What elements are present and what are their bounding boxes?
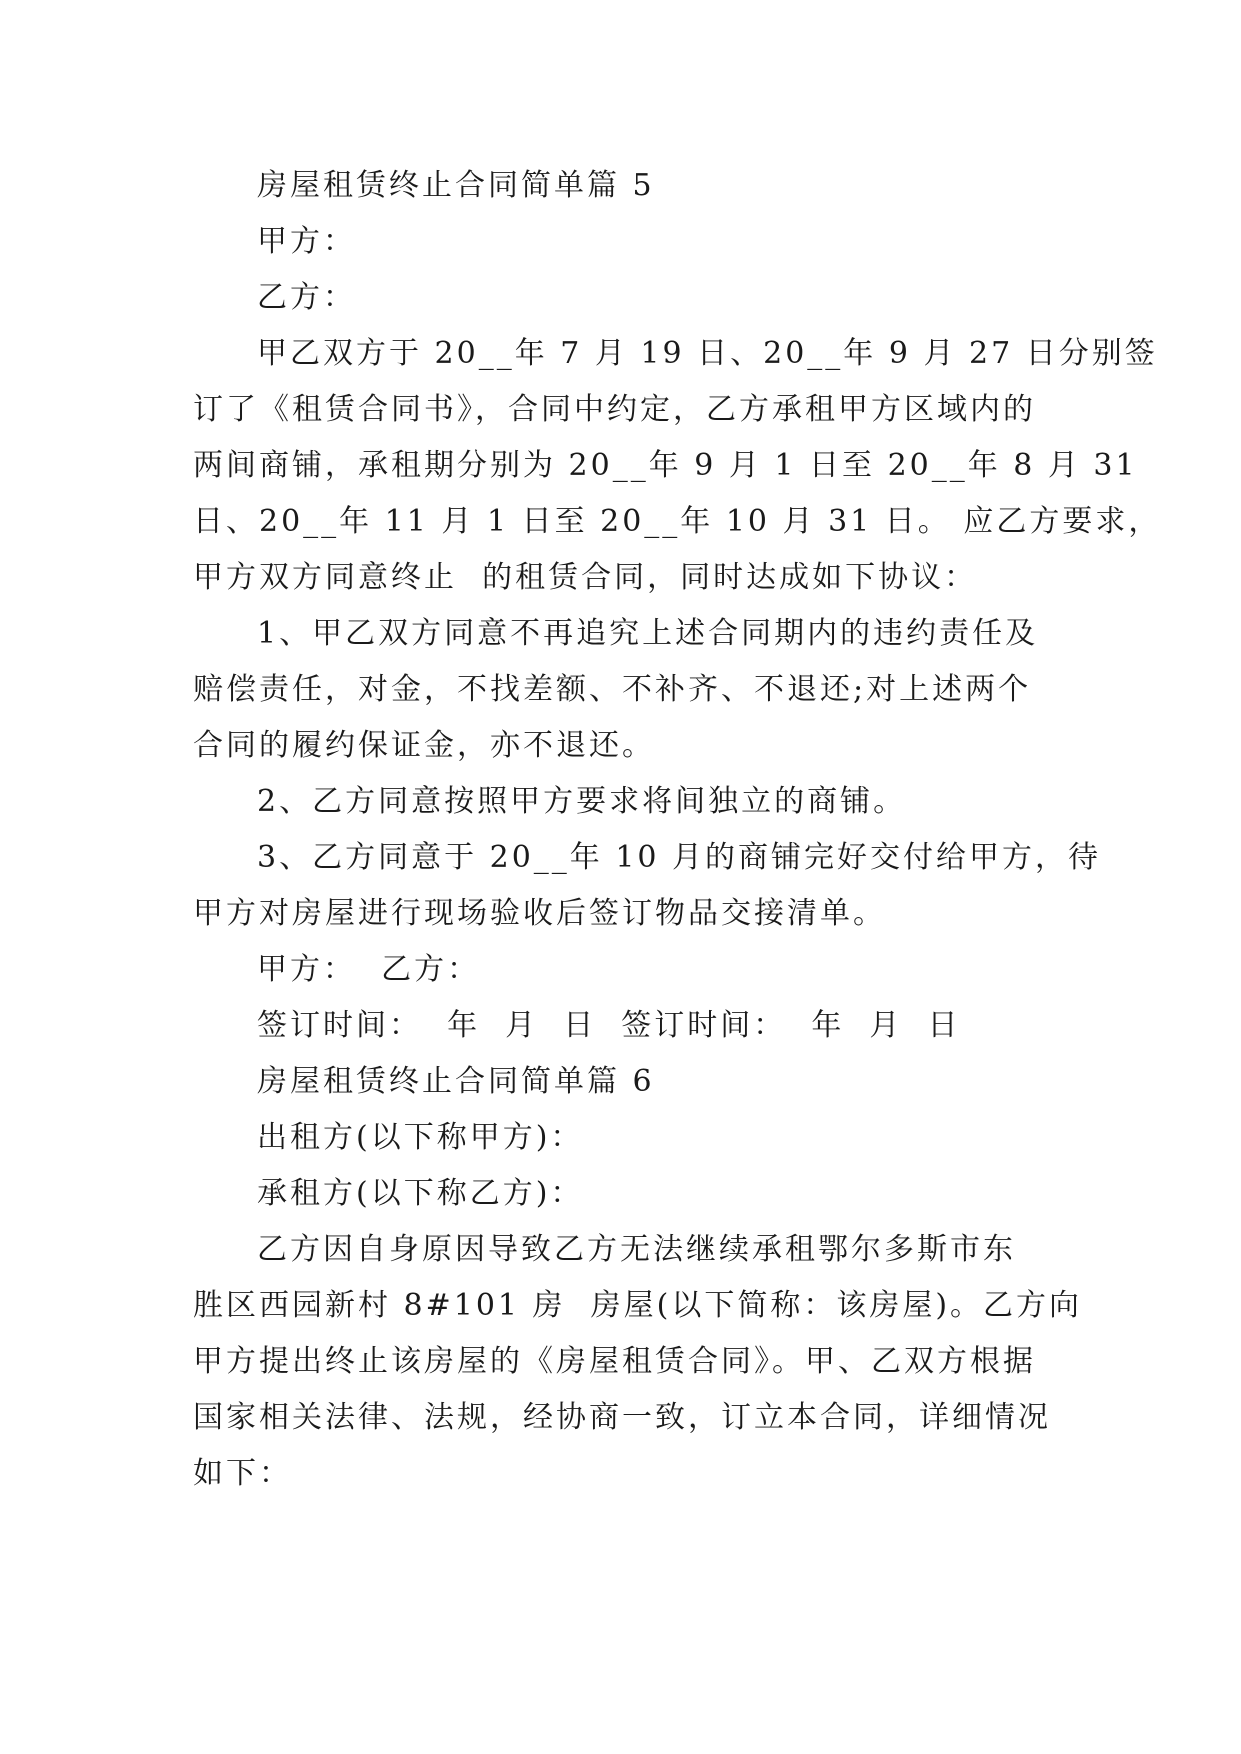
paragraph-line: 日、20__年 11 月 1 日至 20__年 10 月 31 日。 应乙方要求， [193, 504, 1162, 539]
clause-2-line: 2、乙方同意按照甲方要求将间独立的商铺。 [257, 784, 907, 819]
paragraph-line: 两间商铺，承租期分别为 20__年 9 月 1 日至 20__年 8 月 31 [193, 448, 1138, 483]
clause-3-line: 甲方对房屋进行现场验收后签订物品交接清单。 [193, 896, 886, 931]
party-b-label: 乙方： [257, 280, 356, 315]
lessor-label: 出租方(以下称甲方)： [257, 1120, 584, 1155]
paragraph-line: 国家相关法律、法规，经协商一致，订立本合同，详细情况 [193, 1400, 1051, 1435]
paragraph-line: 甲方提出终止该房屋的《房屋租赁合同》。甲、乙双方根据 [193, 1344, 1036, 1379]
paragraph-line: 甲方双方同意终止 的租赁合同，同时达成如下协议： [193, 560, 978, 595]
section-title-6: 房屋租赁终止合同简单篇 6 [257, 1064, 655, 1099]
party-a-label: 甲方： [257, 224, 356, 259]
clause-1-line: 1、甲乙双方同意不再追究上述合同期内的违约责任及 [257, 616, 1039, 651]
signature-parties: 甲方： 乙方： [257, 952, 481, 987]
clause-1-line: 赔偿责任，对金，不找差额、不补齐、不退还;对上述两个 [193, 672, 1032, 707]
paragraph-line: 胜区西园新村 8#101 房 房屋(以下简称：该房屋)。乙方向 [193, 1288, 1083, 1323]
signature-dates: 签订时间： 年 月 日 签订时间： 年 月 日 [257, 1008, 961, 1043]
section-title-5: 房屋租赁终止合同简单篇 5 [257, 168, 655, 203]
paragraph-line: 乙方因自身原因导致乙方无法继续承租鄂尔多斯市东 [257, 1232, 1016, 1267]
paragraph-line: 甲乙双方于 20__年 7 月 19 日、20__年 9 月 27 日分别签 [257, 336, 1158, 371]
clause-3-line: 3、乙方同意于 20__年 10 月的商铺完好交付给甲方，待 [257, 840, 1102, 875]
clause-1-line: 合同的履约保证金，亦不退还。 [193, 728, 655, 763]
paragraph-line: 如下： [193, 1456, 292, 1491]
lessee-label: 承租方(以下称乙方)： [257, 1176, 584, 1211]
paragraph-line: 订了《租赁合同书》，合同中约定，乙方承租甲方区域内的 [193, 392, 1036, 427]
